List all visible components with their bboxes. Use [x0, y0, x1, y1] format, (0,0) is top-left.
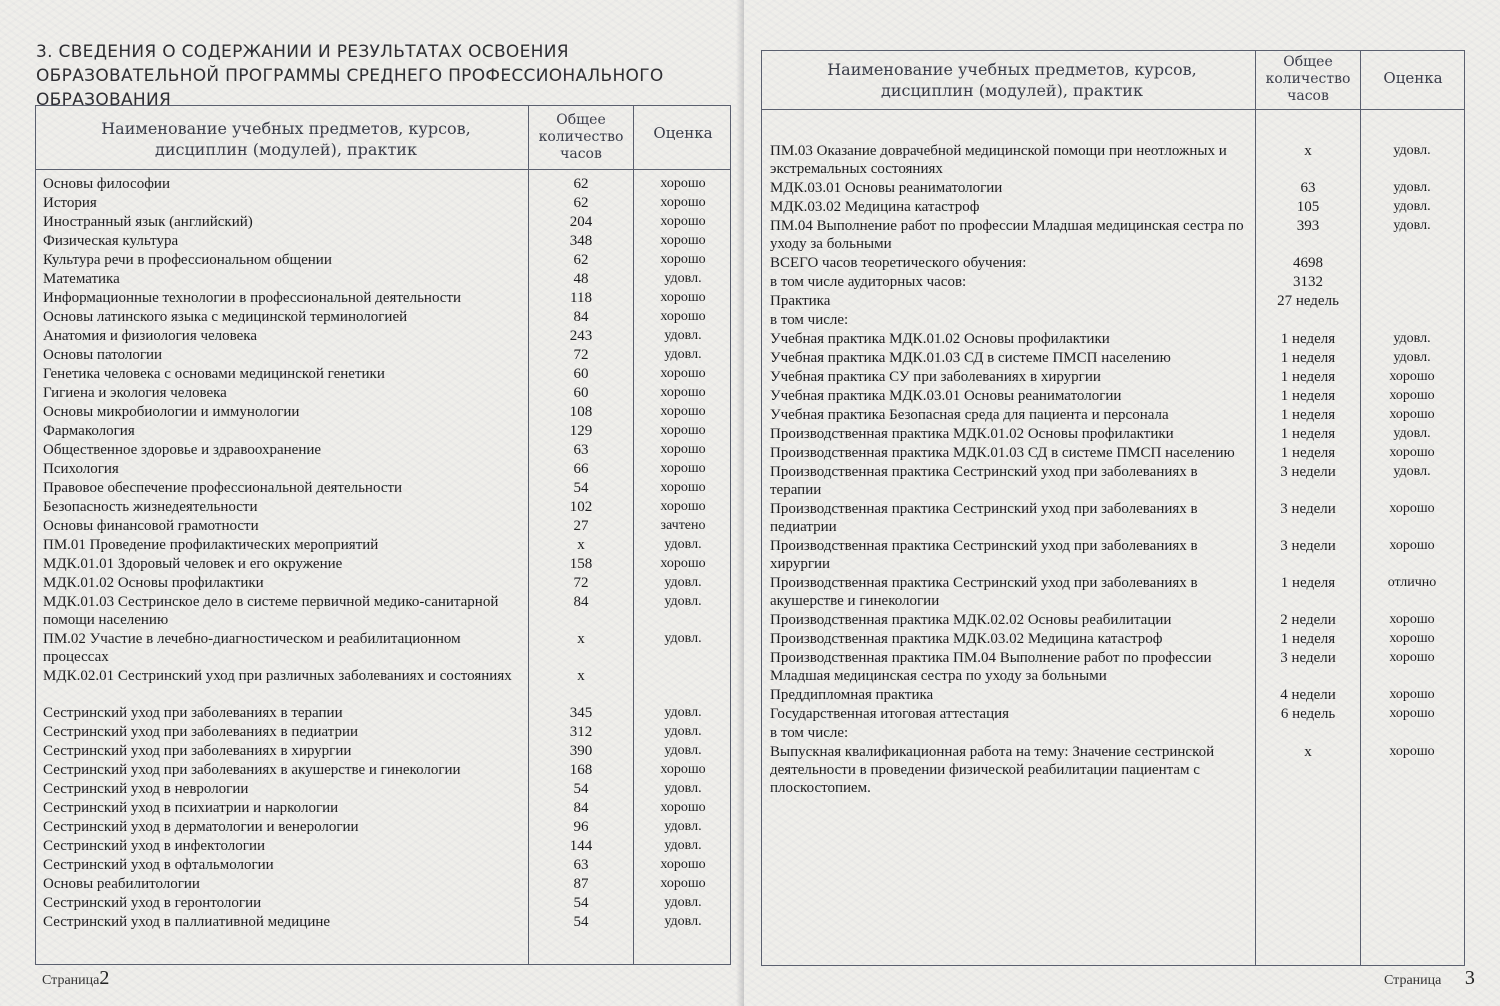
table-row [43, 441, 731, 460]
grade-value: хорошо [660, 252, 706, 267]
subject-name: Сестринский уход при заболеваниях в педиатрии [43, 724, 359, 740]
hours-value: 204 [569, 214, 593, 230]
grade-value: удовл. [664, 781, 702, 796]
table-row [43, 704, 731, 723]
subject-name: Производственная практика Сестринский уход при заболеваниях в терапии [770, 464, 1198, 498]
table-row [770, 179, 1462, 198]
subject-name: Фармакология [43, 423, 135, 439]
hours-value: 27 [573, 518, 589, 534]
subject-name: Производственная практика МДК.01.03 СД в системе ПМСП населению [770, 445, 1235, 461]
table-row [43, 593, 731, 630]
grade-value: хорошо [1389, 687, 1435, 702]
hours-value: 3132 [1293, 274, 1323, 290]
grade-value: удовл. [664, 328, 702, 343]
grade-value: хорошо [660, 876, 706, 891]
subject-name: МДК.03.01 Основы реаниматологии [770, 180, 1003, 196]
table-row [770, 198, 1462, 217]
grade-value: хорошо [1389, 706, 1435, 721]
header-divider [36, 169, 730, 170]
table-row [43, 498, 731, 517]
grade-value: хорошо [660, 857, 706, 872]
hours-value: 102 [569, 499, 593, 515]
table-row [43, 818, 731, 837]
right-footer [1384, 967, 1475, 990]
subject-name: Сестринский уход в неврологии [43, 781, 249, 797]
right-grades-table [761, 50, 1465, 966]
hours-value: 54 [573, 480, 589, 496]
grade-value: удовл. [664, 575, 702, 590]
grade-value: хорошо [1389, 407, 1435, 422]
hours-value: 3 недели [1280, 650, 1336, 666]
subject-name: Культура речи в профессиональном общении [43, 252, 332, 268]
subject-name: Основы патологии [43, 347, 163, 363]
table-row [770, 349, 1462, 368]
hours-value: 393 [1296, 218, 1320, 234]
grade-value: хорошо [1389, 612, 1435, 627]
hours-value: 3 недели [1280, 501, 1336, 517]
hours-value: 1 неделя [1280, 369, 1336, 385]
grade-value: хорошо [660, 214, 706, 229]
hours-value: 62 [573, 176, 589, 192]
grade-value: хорошо [660, 556, 706, 571]
subject-name: ПМ.02 Участие в лечебно-диагностическом и реабилитационном процессах [43, 631, 461, 665]
subject-name: Сестринский уход в психиатрии и наркологии [43, 800, 339, 816]
grade-value: удовл. [1393, 426, 1431, 441]
page-label: Страница [1384, 973, 1442, 988]
hours-value: 72 [573, 575, 589, 591]
hours-value: 54 [573, 914, 589, 930]
subject-name: Сестринский уход в инфектологии [43, 838, 266, 854]
hours-value: 84 [573, 309, 589, 325]
page-number: 2 [99, 967, 110, 989]
subject-name: Преддипломная практика [770, 687, 934, 703]
subject-name: МДК.03.02 Медицина катастроф [770, 199, 980, 215]
hours-value: 312 [569, 724, 593, 740]
subject-name: Производственная практика Сестринский уход при заболеваниях в акушерстве и гинекологии [770, 575, 1198, 609]
header-grade: Оценка [1383, 69, 1443, 87]
grade-value: хорошо [660, 762, 706, 777]
hours-value: 96 [573, 819, 589, 835]
hours-value: 158 [569, 556, 593, 572]
grade-value: зачтено [660, 518, 706, 533]
header-hours: Общее количество часов [1265, 54, 1351, 104]
grade-value: удовл. [664, 537, 702, 552]
hours-value: х [577, 631, 585, 647]
grade-value: удовл. [1393, 180, 1431, 195]
subject-name: Психология [43, 461, 119, 477]
hours-value: 63 [573, 857, 589, 873]
table-row [43, 799, 731, 818]
hours-value: 108 [569, 404, 593, 420]
subject-name: Производственная практика Сестринский уход при заболеваниях в педиатрии [770, 501, 1198, 535]
subject-name: Основы реабилитологии [43, 876, 200, 892]
subject-name: Сестринский уход в геронтологии [43, 895, 262, 911]
grade-value: хорошо [660, 290, 706, 305]
grade-value: хорошо [660, 800, 706, 815]
grade-value: удовл. [664, 838, 702, 853]
table-row [43, 213, 731, 232]
header-name: Наименование учебных предметов, курсов, дисциплин (модулей), практик [101, 119, 471, 159]
grade-value: удовл. [664, 914, 702, 929]
subject-name: Сестринский уход в паллиативной медицине [43, 914, 331, 930]
grade-value: удовл. [664, 895, 702, 910]
left-footer [42, 967, 109, 990]
hours-value: 2 недели [1280, 612, 1336, 628]
header-grade: Оценка [653, 124, 713, 142]
hours-value: 118 [570, 290, 592, 306]
table-row [43, 555, 731, 574]
hours-value: 62 [573, 252, 589, 268]
subject-name: Производственная практика ПМ.04 Выполнение работ по профессии Младшая медицинская сестра по уходу за больными [770, 650, 1212, 684]
table-row [770, 273, 1462, 292]
hours-value: 6 недель [1280, 706, 1336, 722]
hours-value: 1 неделя [1280, 575, 1336, 591]
table-row [43, 365, 731, 384]
subject-name: МДК.01.01 Здоровый человек и его окружение [43, 556, 343, 572]
table-row [43, 232, 731, 251]
table-row [43, 251, 731, 270]
table-row [43, 667, 731, 704]
subject-name: Основы философии [43, 176, 170, 192]
subject-name: Учебная практика МДК.03.01 Основы реаниматологии [770, 388, 1122, 404]
hours-value: 1 неделя [1280, 407, 1336, 423]
hours-value: х [577, 668, 585, 684]
hours-value: 144 [569, 838, 593, 854]
hours-value: 1 неделя [1280, 445, 1336, 461]
table-row [770, 500, 1462, 537]
subject-name: Информационные технологии в профессиональной деятельности [43, 290, 462, 306]
table-row [43, 742, 731, 761]
hours-value: 243 [569, 328, 593, 344]
subject-name: Учебная практика МДК.01.03 СД в системе ПМСП населению [770, 350, 1171, 366]
subject-name: Сестринский уход в офтальмологии [43, 857, 274, 873]
hours-value: х [1304, 744, 1312, 760]
hours-value: 1 неделя [1280, 350, 1336, 366]
left-page [0, 0, 744, 1006]
header-divider [762, 109, 1464, 110]
table-row [770, 444, 1462, 463]
grade-value: хорошо [660, 176, 706, 191]
subject-name: Производственная практика МДК.03.02 Медицина катастроф [770, 631, 1163, 647]
grade-value: хорошо [1389, 744, 1435, 759]
left-grades-table [35, 105, 731, 965]
grade-value: удовл. [664, 347, 702, 362]
table-row [43, 536, 731, 555]
subject-name: История [43, 195, 97, 211]
grade-value: удовл. [664, 631, 702, 646]
table-row [43, 723, 731, 742]
hours-value: 62 [573, 195, 589, 211]
hours-value: 390 [569, 743, 593, 759]
hours-value: 348 [569, 233, 593, 249]
subject-name: Гигиена и экология человека [43, 385, 227, 401]
subject-name: Государственная итоговая аттестация [770, 706, 1010, 722]
table-row [770, 649, 1462, 686]
hours-value: 3 недели [1280, 464, 1336, 480]
table-row [43, 384, 731, 403]
subject-name: Выпускная квалификационная работа на тему: Значение сестринской деятельности в проведении физической реабилитации пациентам с плоскостопием. [770, 744, 1215, 796]
table-row [43, 194, 731, 213]
table-row [770, 254, 1462, 273]
hours-value: 60 [573, 366, 589, 382]
hours-value: 1 неделя [1280, 631, 1336, 647]
hours-value: 168 [569, 762, 593, 778]
table-row [770, 705, 1462, 724]
grade-value: удовл. [1393, 350, 1431, 365]
hours-value: 4 недели [1280, 687, 1336, 703]
hours-value: х [577, 537, 585, 553]
grade-value: удовл. [1393, 464, 1431, 479]
grade-value: хорошо [660, 423, 706, 438]
grade-value: удовл. [1393, 218, 1431, 233]
grade-value: хорошо [1389, 631, 1435, 646]
table-row [770, 406, 1462, 425]
grade-value: хорошо [660, 366, 706, 381]
grade-value: удовл. [1393, 143, 1431, 158]
table-row [770, 311, 1462, 330]
table-row [770, 463, 1462, 500]
subject-name: МДК.01.02 Основы профилактики [43, 575, 264, 591]
subject-name: ПМ.04 Выполнение работ по профессии Младшая медицинская сестра по уходу за больными [770, 218, 1244, 252]
hours-value: 1 неделя [1280, 426, 1336, 442]
table-row [770, 368, 1462, 387]
table-row [770, 387, 1462, 406]
table-row [43, 346, 731, 365]
grade-value: хорошо [660, 195, 706, 210]
subject-name: Правовое обеспечение профессиональной деятельности [43, 480, 403, 496]
grade-value: хорошо [660, 480, 706, 495]
hours-value: 87 [573, 876, 589, 892]
subject-name: Иностранный язык (английский) [43, 214, 253, 230]
table-row [43, 517, 731, 536]
grade-value: хорошо [660, 404, 706, 419]
table-row [770, 537, 1462, 574]
grade-value: отлично [1387, 575, 1437, 590]
hours-value: 54 [573, 781, 589, 797]
grade-value: удовл. [664, 724, 702, 739]
subject-name: Сестринский уход при заболеваниях в терапии [43, 705, 343, 721]
header-hours: Общее количество часов [538, 112, 624, 162]
grade-value: хорошо [1389, 538, 1435, 553]
subject-name: Основы микробиологии и иммунологии [43, 404, 300, 420]
subject-name: в том числе аудиторных часов: [770, 274, 967, 290]
table-row [770, 686, 1462, 705]
section-title: 3. СВЕДЕНИЯ О СОДЕРЖАНИИ И РЕЗУЛЬТАТАХ ОСВОЕНИЯ ОБРАЗОВАТЕЛЬНОЙ ПРОГРАММЫ СРЕДНЕГО ПРОФЕССИОНАЛЬНОГО ОБРАЗОВАНИЯ [36, 42, 664, 110]
table-row [43, 289, 731, 308]
table-row [43, 479, 731, 498]
grade-value: хорошо [660, 499, 706, 514]
subject-name: Учебная практика Безопасная среда для пациента и персонала [770, 407, 1169, 423]
grade-value: хорошо [660, 442, 706, 457]
subject-name: Физическая культура [43, 233, 179, 249]
subject-name: Безопасность жизнедеятельности [43, 499, 258, 515]
grade-value: удовл. [1393, 331, 1431, 346]
hours-value: 84 [573, 594, 589, 610]
subject-name: Производственная практика Сестринский уход при заболеваниях в хирургии [770, 538, 1198, 572]
subject-name: Основы финансовой грамотности [43, 518, 259, 534]
right-page [744, 0, 1500, 1006]
table-row [43, 894, 731, 913]
table-row [43, 761, 731, 780]
hours-value: 129 [569, 423, 593, 439]
grade-value: удовл. [664, 819, 702, 834]
table-row [43, 913, 731, 932]
hours-value: 84 [573, 800, 589, 816]
table-row [43, 875, 731, 894]
table-row [43, 403, 731, 422]
table-row [770, 630, 1462, 649]
hours-value: 1 неделя [1280, 331, 1336, 347]
table-row [43, 327, 731, 346]
subject-name: Практика [770, 293, 831, 309]
page-label: Страница [42, 973, 100, 988]
subject-name: Математика [43, 271, 120, 287]
grade-value: удовл. [1393, 199, 1431, 214]
table-row [770, 724, 1462, 743]
table-row [770, 574, 1462, 611]
hours-value: 345 [569, 705, 593, 721]
table-row [43, 175, 731, 194]
table-row [43, 270, 731, 289]
hours-value: 48 [573, 271, 589, 287]
grade-value: хорошо [660, 233, 706, 248]
subject-name: Производственная практика МДК.01.02 Основы профилактики [770, 426, 1174, 442]
hours-value: 63 [573, 442, 589, 458]
table-row [770, 611, 1462, 630]
page-number: 3 [1464, 967, 1475, 989]
subject-name: Генетика человека с основами медицинской генетики [43, 366, 385, 382]
grade-value: хорошо [1389, 388, 1435, 403]
table-row [43, 460, 731, 479]
subject-name: в том числе: [770, 725, 849, 741]
subject-name: Учебная практика МДК.01.02 Основы профилактики [770, 331, 1110, 347]
subject-name: МДК.02.01 Сестринский уход при различных заболеваниях и состояниях [43, 668, 512, 684]
subject-name: Учебная практика СУ при заболеваниях в хирургии [770, 369, 1101, 385]
grade-value: удовл. [664, 594, 702, 609]
subject-name: в том числе: [770, 312, 849, 328]
subject-name: ПМ.03 Оказание доврачебной медицинской помощи при неотложных и экстремальных состояниях [770, 143, 1227, 177]
grade-value: хорошо [660, 309, 706, 324]
hours-value: 105 [1296, 199, 1320, 215]
hours-value: 1 неделя [1280, 388, 1336, 404]
table-row [43, 630, 731, 667]
subject-name: Основы латинского языка с медицинской терминологией [43, 309, 408, 325]
hours-value: 54 [573, 895, 589, 911]
grade-value: хорошо [1389, 369, 1435, 384]
grade-value: хорошо [660, 461, 706, 476]
table-row [43, 308, 731, 327]
table-row [43, 856, 731, 875]
grade-value: удовл. [664, 705, 702, 720]
hours-value: 27 недель [1277, 293, 1339, 309]
subject-name: ВСЕГО часов теоретического обучения: [770, 255, 1027, 271]
table-row [43, 574, 731, 593]
header-name: Наименование учебных предметов, курсов, дисциплин (модулей), практик [827, 60, 1197, 100]
hours-value: х [1304, 143, 1312, 159]
subject-name: МДК.01.03 Сестринское дело в системе первичной медико-санитарной помощи населению [43, 594, 499, 628]
table-row [770, 743, 1462, 796]
table-row [770, 330, 1462, 349]
subject-name: Общественное здоровье и здравоохранение [43, 442, 322, 458]
grade-value: удовл. [664, 743, 702, 758]
grade-value: хорошо [660, 385, 706, 400]
table-row [770, 292, 1462, 311]
subject-name: ПМ.01 Проведение профилактических мероприятий [43, 537, 379, 553]
hours-value: 63 [1300, 180, 1316, 196]
hours-value: 4698 [1293, 255, 1323, 271]
table-row [43, 780, 731, 799]
grade-value: хорошо [1389, 650, 1435, 665]
table-row [770, 142, 1462, 179]
subject-name: Производственная практика МДК.02.02 Основы реабилитации [770, 612, 1172, 628]
table-row [770, 425, 1462, 444]
table-row [43, 422, 731, 441]
grade-value: удовл. [664, 271, 702, 286]
grade-value: хорошо [1389, 501, 1435, 516]
grade-value: хорошо [1389, 445, 1435, 460]
hours-value: 3 недели [1280, 538, 1336, 554]
hours-value: 60 [573, 385, 589, 401]
subject-name: Сестринский уход при заболеваниях в хирургии [43, 743, 352, 759]
subject-name: Анатомия и физиология человека [43, 328, 258, 344]
hours-value: 72 [573, 347, 589, 363]
table-row [770, 217, 1462, 254]
subject-name: Сестринский уход при заболеваниях в акушерстве и гинекологии [43, 762, 461, 778]
subject-name: Сестринский уход в дерматологии и венерологии [43, 819, 359, 835]
table-row [43, 837, 731, 856]
hours-value: 66 [573, 461, 589, 477]
